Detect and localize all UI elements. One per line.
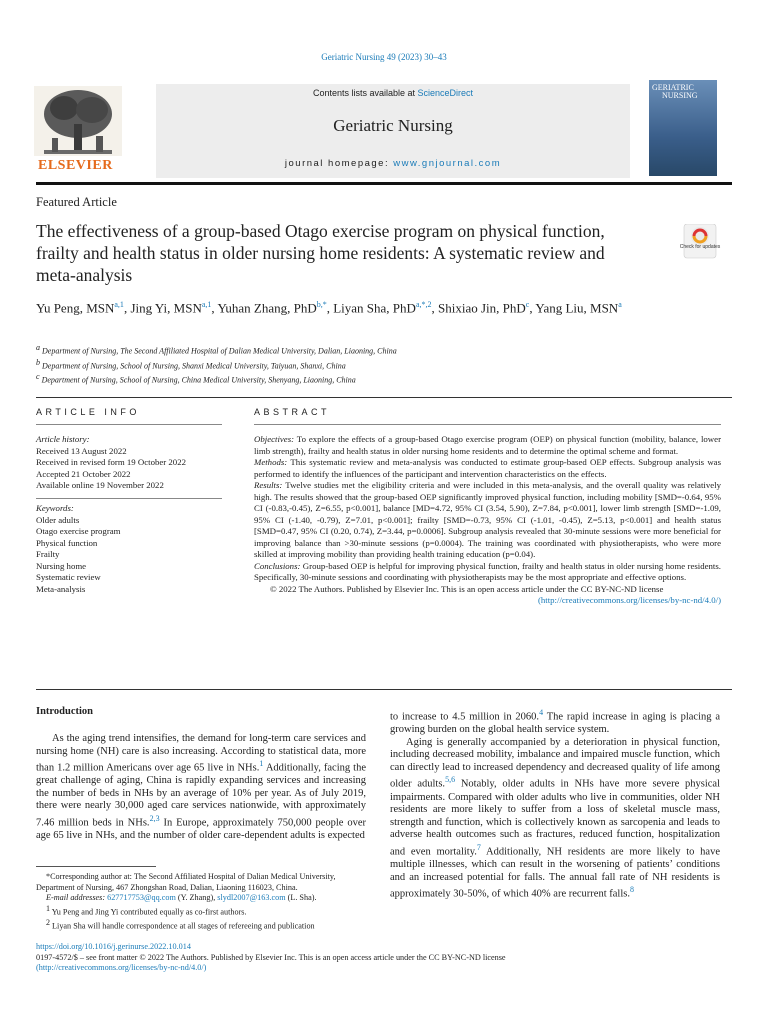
abstract-heading: ABSTRACT: [254, 407, 331, 417]
text-run: Notably, older adults in NHs have more severe physical impairments. Compared with older adults who live in communities, older NH residents are more likely to suffer from a loss of skeletal muscle mass, strength and function, which is collectively known as sarcopenia and leads to adverse health outcomes such as fractures, reduced function, hospitalization and even mortality.: [390, 778, 721, 858]
abstract-section: [254, 480, 721, 561]
email-link[interactable]: slydl2007@163.com: [217, 893, 286, 902]
publisher-logo-text: ELSEVIER: [38, 158, 113, 173]
abstract-section-label: Conclusions:: [254, 560, 301, 571]
author-separator: ,: [431, 300, 438, 316]
history-item: Received in revised form 19 October 2022: [36, 457, 186, 467]
article-history: [36, 434, 222, 492]
affiliation-text: Department of Nursing, School of Nursing, China Medical University, Shenyang, Liaoning, China: [39, 375, 356, 385]
intro-paragraph-1: [36, 733, 366, 843]
reference-link[interactable]: 5,6: [445, 775, 456, 785]
text-run: Yu Peng and Jing Yi contributed equally as co-first authors.: [50, 907, 247, 917]
footnote-mark: 1: [46, 903, 50, 913]
keywords-label: Keywords:: [36, 503, 74, 513]
author-name: Liyan Sha, PhD: [333, 300, 416, 316]
author-name: Yang Liu, MSN: [535, 300, 619, 316]
cover-title-line-1: GERIATRIC: [652, 83, 694, 92]
footnote-1: [36, 904, 366, 918]
article-info-rule: [36, 424, 222, 425]
text-run: (L. Sha).: [285, 893, 317, 902]
article-footer: [36, 942, 732, 974]
author-separator: ,: [529, 300, 536, 316]
cover-title-line-2: NURSING: [662, 91, 698, 100]
affiliation-rule: [36, 397, 732, 398]
author-affiliation-mark[interactable]: a,1: [201, 300, 212, 309]
reference-link[interactable]: 2,3: [149, 814, 160, 824]
history-item: Accepted 21 October 2022: [36, 468, 131, 479]
abstract-section-label: Objectives:: [254, 434, 295, 444]
text-run: Liyan Sha will handle correspondence at all stages of refereeing and publication: [50, 921, 315, 931]
affiliation: [36, 357, 536, 372]
author-separator: ,: [123, 300, 131, 316]
contents-line: [156, 88, 630, 98]
citation-header[interactable]: Geriatric Nursing 49 (2023) 30–43: [321, 52, 447, 62]
abstract-section: [254, 561, 721, 584]
homepage-link[interactable]: www.gnjournal.com: [393, 158, 502, 169]
affiliation-text: Department of Nursing, The Second Affiliated Hospital of Dalian Medical University, Dalian, Liaoning, China: [40, 346, 397, 356]
intro-paragraph-2: [390, 737, 720, 902]
header-rule: [36, 182, 732, 185]
reference-link[interactable]: 4: [539, 708, 544, 717]
abstract-license-link[interactable]: (http://creativecommons.org/licenses/by-nc-nd/4.0/): [537, 595, 721, 605]
history-item: Received 13 August 2022: [36, 445, 127, 456]
article-title: The effectiveness of a group-based Otago exercise program on physical function, frailty and health status in older nursing home residents: A systematic review and meta-analysis: [36, 221, 605, 285]
history-label: Article history:: [36, 434, 90, 444]
homepage-prefix: journal homepage:: [284, 158, 394, 169]
right-column: [390, 707, 720, 901]
affiliation: [36, 371, 536, 386]
journal-homepage: [156, 158, 630, 169]
author-name: Yu Peng, MSN: [36, 300, 115, 316]
keywords-rule: [36, 498, 222, 499]
author-affiliation-mark[interactable]: b,*: [316, 300, 327, 309]
footnotes: [36, 872, 366, 932]
text-run: to increase to 4.5 million in 2060.: [390, 711, 540, 723]
abstract-body: [254, 434, 721, 607]
text-run: In Europe, approximately 750,000 people over age 65 live in NHs, and the number of older care-dependent adults is expected: [36, 817, 366, 842]
corresponding-author-note: *Corresponding author at: The Second Affiliated Hospital of Dalian Medical University, Department of Nursing, 467 Zhongshan Road, Dalian, Liaoning 116023, China.: [36, 872, 336, 892]
affiliation: [36, 342, 536, 357]
history-item: Available online 19 November 2022: [36, 480, 164, 490]
footnote-2: [36, 918, 366, 932]
author-separator: ,: [211, 300, 218, 316]
abstract-copyright: © 2022 The Authors. Published by Elsevier Inc. This is an open access article under the CC BY-NC-ND license: [270, 583, 664, 594]
affiliation-mark: a: [36, 343, 40, 352]
text-run: (Y. Zhang),: [175, 893, 218, 902]
author-name: Yuhan Zhang, PhD: [217, 300, 317, 316]
journal-name: Geriatric Nursing: [333, 116, 453, 135]
abstract-section-label: Results:: [254, 480, 283, 490]
reference-link[interactable]: 8: [629, 885, 634, 895]
reference-link[interactable]: 1: [259, 759, 264, 769]
left-column: [36, 733, 366, 843]
keyword: Meta-analysis: [36, 583, 86, 594]
abstract-end-rule: [36, 689, 732, 690]
abstract-section-text: Twelve studies met the eligibility criteria and were included in this meta-analysis, and the overall quality was relatively high. The results showed that the group-based OEP significantly improved physical function, including mobility [SMD=-0.64, 95% CI (-0.83,-0.45), Z=6.55, p<0.001], balance [MD=4.72, 95% CI (3.54, 5.90), Z=7.84, p<0.001], lower limb strength [SMD=-1.09, 95% CI (-1.40, -0.79), Z=7.01, p<0.001]; frailty [SMD=-0.73, 95% CI (-1.01, -0.45), Z=5.13, p<0.001] and health status [SMD=0.47, 95% CI (0.20, 0.74), Z=3.44, p=0.0006]. Subgroup analysis revealed that 30-minute sessions were more beneficial for improving balance than >30-minute sessions (p=0.0004). The training was coordinated with physiotherapists, who were more skilled at improving mobility than providing health training education (p=0.04).: [254, 480, 721, 559]
author-name: Jing Yi, MSN: [130, 300, 202, 316]
reference-link[interactable]: 7: [476, 842, 481, 852]
footnote-rule: [36, 866, 156, 867]
affiliation-text: Department of Nursing, School of Nursing, Shanxi Medical University, Taiyuan, Shanxi, China: [40, 361, 346, 371]
author-affiliation-mark[interactable]: a: [618, 300, 622, 309]
keyword: Nursing home: [36, 560, 87, 571]
email-note: [36, 893, 366, 904]
author-affiliation-mark[interactable]: a,*,2: [415, 300, 432, 309]
keywords: [36, 503, 222, 595]
front-matter-line: 0197-4572/$ – see front matter © 2022 The Authors. Published by Elsevier Inc. This is an open access article under the CC BY-NC-ND license: [36, 952, 506, 962]
abstract-rule: [254, 424, 721, 425]
text-run: Additionally, facing the great challenge of aging, China is rapidly expanding services and increasing the number of beds in NHs by an average of 10% per year. As of July 2019, there were nearly 30,000 aged care services nationwide, with approximately 7.46 million beds in NHs.: [36, 762, 366, 829]
abstract-section-text: Group-based OEP is helpful for improving physical function, frailty and health status in older nursing home residents. Specifically, 30-minute sessions and coordinating with physiotherapists may be the most appropriate and effective options.: [254, 560, 721, 582]
text-run: Aging is generally accompanied by a deterioration in physical function, including decreased mobility, imbalance and impaired muscle function, which can directly lead to increased dependency and decreased quality of life among older adults.: [390, 736, 720, 790]
text-run: The rapid increase in aging is placing a growing burden on the global health service system.: [390, 711, 720, 736]
intro-paragraph-continued: [390, 707, 720, 737]
article-info-heading: ARTICLE INFO: [36, 407, 140, 417]
doi-link[interactable]: https://doi.org/10.1016/j.gerinurse.2022.10.014: [36, 942, 191, 951]
author-name: Shixiao Jin, PhD: [438, 300, 526, 316]
introduction-heading: Introduction: [36, 706, 93, 717]
abstract-section: [254, 457, 721, 480]
affiliation-mark: c: [36, 372, 40, 382]
journal-cover-title: [652, 84, 714, 100]
keyword: Older adults: [36, 514, 80, 525]
author-separator: ,: [326, 300, 334, 316]
sciencedirect-link[interactable]: ScienceDirect: [417, 88, 474, 98]
email-link[interactable]: 627717753@qq.com: [107, 893, 176, 902]
footnote-mark: 2: [46, 917, 50, 927]
email-label: E-mail addresses:: [46, 893, 106, 902]
license-link[interactable]: (http://creativecommons.org/licenses/by-nc-nd/4.0/): [36, 963, 207, 973]
abstract-section: [254, 434, 721, 457]
affiliations: [36, 342, 536, 386]
article-type: Featured Article: [36, 195, 117, 209]
abstract-section-text: This systematic review and meta-analysis was conducted to estimate group-based OEP effects. Subgroup analysis was performed to identify the influences of the participant and intervention characteristics on the effects.: [254, 457, 721, 479]
author-affiliation-mark[interactable]: a,1: [114, 300, 124, 309]
text-run: As the aging trend intensifies, the demand for long-term care services and nursing home (NH) care is also increasing. According to statistical data, more than 1.2 million Americans over age 65 live in NHs.: [36, 733, 366, 774]
keyword: Otago exercise program: [36, 526, 121, 536]
keyword: Frailty: [36, 549, 60, 559]
check-for-updates-label[interactable]: Check for updates: [679, 244, 721, 250]
author-list: [36, 296, 686, 317]
text-run: Additionally, NH residents are more likely to have multiple illnesses, which can result in the worsening of patients’ conditions and an increased potential for falls. The annual fall rate of NH residents is approximately 30-50%, of which 40% are recurrent falls.: [390, 846, 720, 900]
affiliation-mark: b: [36, 357, 40, 367]
abstract-section-text: To explore the effects of a group-based Otago exercise program (OEP) on physical function (mobility, balance, lower limb strength), frailty and health status in older nursing home residents and to determine the optimal scheme and format.: [254, 434, 721, 456]
author-affiliation-mark[interactable]: c: [525, 300, 530, 309]
abstract-section-label: Methods:: [254, 457, 288, 467]
contents-prefix: Contents lists available at: [312, 88, 418, 98]
keyword: Systematic review: [36, 572, 101, 582]
keyword: Physical function: [36, 537, 98, 548]
